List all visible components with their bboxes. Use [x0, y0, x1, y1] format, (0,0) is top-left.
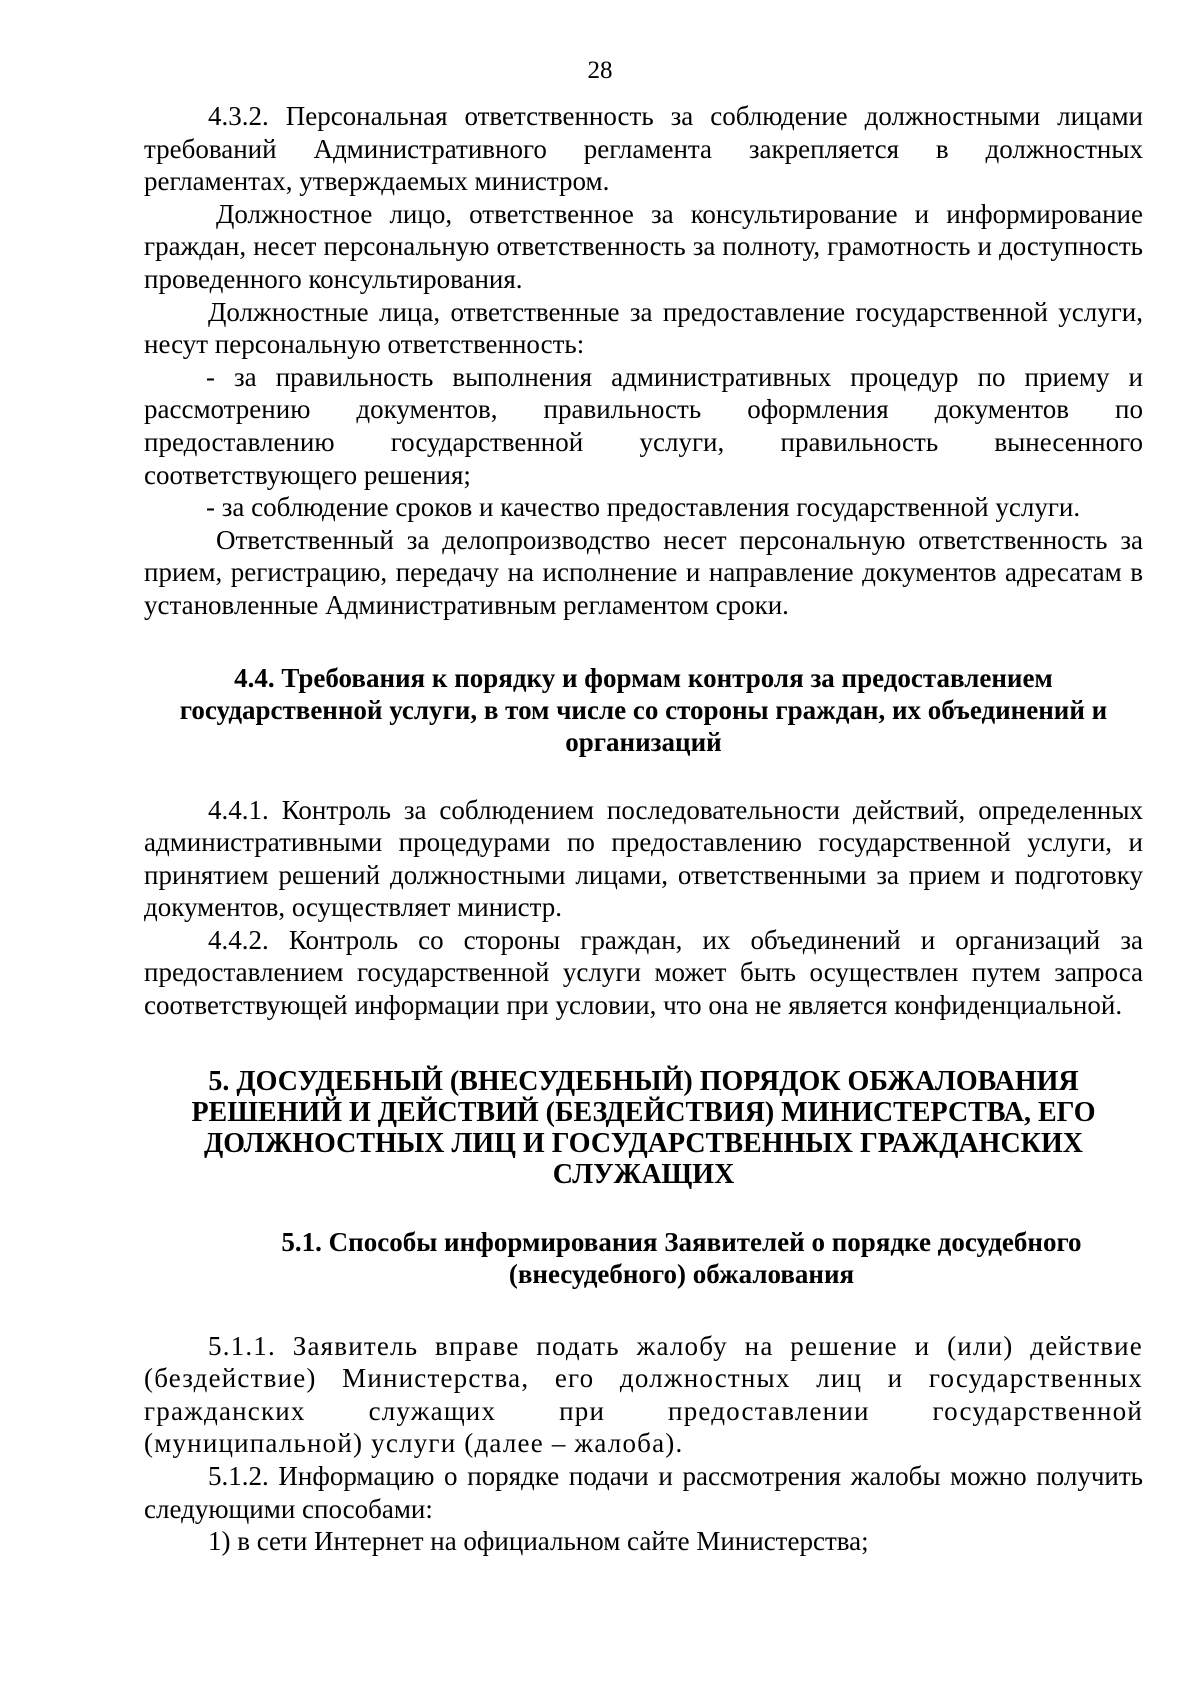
- document-body: [144, 100, 1143, 1558]
- section-heading-4-4: 4.4. Требования к порядку и формам контроля за предоставлением государственной услуги, в том числе со стороны граждан, их объединений и организаций: [179, 662, 1108, 757]
- paragraph-officials-responsibility: Должностные лица, ответственные за предоставление государственной услуги, несут персональную ответственность:: [144, 296, 1143, 360]
- chapter-heading-5: 5. ДОСУДЕБНЫЙ (ВНЕСУДЕБНЫЙ) ПОРЯДОК ОБЖАЛОВАНИЯ РЕШЕНИЙ И ДЕЙСТВИЙ (БЕЗДЕЙСТВИЯ) МИНИСТЕРСТВА, ЕГО ДОЛЖНОСТНЫХ ЛИЦ И ГОСУДАРСТВЕННЫХ ГРАЖДАНСКИХ СЛУЖАЩИХ: [191, 1065, 1096, 1190]
- list-item-internet: 1) в сети Интернет на официальном сайте Министерства;: [208, 1526, 869, 1557]
- paragraph-records-responsibility: Ответственный за делопроизводство несет персональную ответственность за прием, регистрацию, передачу на исполнение и направление документов адресатам в установленные Административным регламентом сроки.: [144, 524, 1143, 620]
- paragraph-4-3-2: 4.3.2. Персональная ответственность за соблюдение должностными лицами требований Административного регламента закрепляется в должностных регламентах, утверждаемых министром.: [144, 101, 1143, 197]
- paragraph-5-1-1: 5.1.1. Заявитель вправе подать жалобу на решение и (или) действие (бездействие) Министерства, его должностных лиц и государственных гражданских служащих при предоставлении государственной (муниципальной) услуги (далее – жалоба).: [144, 1330, 1143, 1459]
- bullet-deadlines: - за соблюдение сроков и качество предоставления государственной услуги.: [206, 492, 1081, 523]
- paragraph-5-1-2: 5.1.2. Информацию о порядке подачи и рассмотрения жалобы можно получить следующими способами:: [144, 1461, 1143, 1524]
- paragraph-consultant-responsibility: Должностное лицо, ответственное за консультирование и информирование граждан, несет персональную ответственность за полноту, грамотность и доступность проведенного консультирования.: [144, 198, 1143, 294]
- page-number: 28: [587, 57, 613, 84]
- paragraph-4-4-1: 4.4.1. Контроль за соблюдением последовательности действий, определенных административными процедурами по предоставлению государственной услуги, и принятием решений должностными лицами, ответственными за прием и подготовку документов, осуществляет министр.: [144, 794, 1143, 923]
- paragraph-4-4-2: 4.4.2. Контроль со стороны граждан, их объединений и организаций за предоставлением государственной услуги может быть осуществлен путем запроса соответствующей информации при условии, что она не является конфиденциальной.: [144, 924, 1143, 1021]
- bullet-procedures: - за правильность выполнения административных процедур по приему и рассмотрению документов, правильность оформления документов по предоставлению государственной услуги, правильность вынесенного соответствующего решения;: [144, 361, 1143, 490]
- section-heading-5-1: 5.1. Способы информирования Заявителей о порядке досудебного (внесудебного) обжалования: [281, 1226, 1082, 1289]
